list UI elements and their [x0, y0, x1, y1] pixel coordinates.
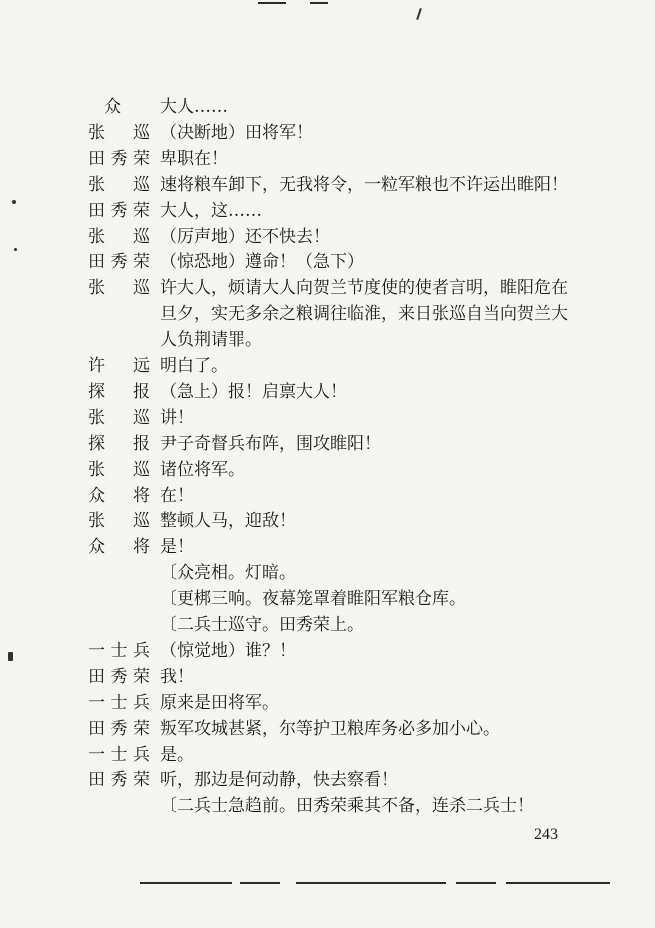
speaker-name: 探 报: [88, 433, 150, 454]
dialogue-text: 整顿人马，迎敌！: [160, 511, 296, 532]
speaker-name: 探 报: [88, 381, 150, 402]
speaker-name: 一士兵: [88, 640, 150, 661]
dialogue-text: 大人……: [160, 97, 228, 117]
speaker-name: 张 巡: [88, 407, 150, 428]
speaker-name: 田秀荣: [88, 770, 150, 791]
speaker-name: 众 将: [88, 485, 150, 506]
stage-direction: 〔更梆三响。夜幕笼罩着睢阳军粮仓库。: [160, 589, 466, 610]
bottom-rule: [456, 882, 496, 884]
speaker-name: 众: [104, 97, 121, 117]
dialogue-text: （决断地）田将军！: [160, 122, 313, 143]
dialogue-text: 诸位将军。: [160, 459, 245, 480]
dialogue-text: 尹子奇督兵布阵，围攻睢阳！: [160, 433, 381, 454]
speaker-name: 田秀荣: [88, 252, 150, 273]
dialogue-text: 速将粮车卸下，无我将令，一粒军粮也不许运出睢阳！: [160, 174, 568, 195]
scan-speck: [8, 652, 13, 661]
speaker-name: 田秀荣: [88, 666, 150, 687]
speaker-name: 张 巡: [88, 174, 150, 195]
dialogue-text: （急上）报！启禀大人！: [160, 381, 347, 402]
scan-mark: [416, 8, 422, 20]
dialogue-text: 人负荆请罪。: [160, 330, 262, 351]
bottom-rule: [140, 882, 232, 884]
speaker-name: 张 巡: [88, 226, 150, 247]
dialogue-text: （惊恐地）遵命！（急下）: [160, 252, 364, 273]
bottom-rule: [240, 882, 280, 884]
dialogue-text: 许大人，烦请大人向贺兰节度使的使者言明，睢阳危在: [160, 278, 568, 299]
dialogue-text: 原来是田将军。: [160, 692, 279, 713]
speaker-name: 张 巡: [88, 459, 150, 480]
dialogue-text: （惊觉地）谁？！: [160, 640, 296, 661]
scan-speck: [14, 248, 17, 251]
stage-direction: 〔二兵士急趋前。田秀荣乘其不备，连杀二兵士！: [160, 796, 534, 817]
speaker-name: 一士兵: [88, 744, 150, 765]
speaker-name: 众 将: [88, 537, 150, 558]
speaker-name: 张 巡: [88, 122, 150, 143]
bottom-rule: [506, 882, 610, 884]
speaker-name: 许 远: [88, 356, 150, 376]
speaker-name: 田秀荣: [88, 718, 150, 739]
speaker-name: 田秀荣: [88, 200, 150, 221]
dialogue-text: 旦夕，实无多余之粮调往临淮，来日张巡自当向贺兰大: [160, 304, 568, 325]
speaker-name: 张 巡: [88, 511, 150, 532]
speaker-name: 张 巡: [88, 278, 150, 299]
dialogue-text: 讲！: [160, 407, 194, 428]
dialogue-text: 在！: [160, 485, 194, 506]
dialogue-text: 卑职在！: [160, 148, 228, 169]
bottom-rule: [296, 882, 446, 884]
stage-direction: 〔众亮相。灯暗。: [160, 563, 296, 584]
top-rule-right: [310, 2, 328, 4]
dialogue-text: 听，那边是何动静，快去察看！: [160, 770, 398, 791]
speaker-name: 田秀荣: [88, 148, 150, 169]
dialogue-text: 是！: [160, 537, 194, 558]
dialogue-text: 是。: [160, 744, 194, 765]
page-number: 243: [534, 826, 558, 843]
scan-speck: [12, 200, 16, 204]
dialogue-text: 明白了。: [160, 356, 228, 376]
speaker-name: 一士兵: [88, 692, 150, 713]
dialogue-text: （厉声地）还不快去！: [160, 226, 330, 247]
dialogue-text: 叛军攻城甚紧，尔等护卫粮库务必多加小心。: [160, 718, 500, 739]
dialogue-text: 我！: [160, 666, 194, 687]
stage-direction: 〔二兵士巡守。田秀荣上。: [160, 615, 364, 635]
dialogue-text: 大人，这……: [160, 200, 262, 221]
top-rule-left: [258, 2, 286, 4]
